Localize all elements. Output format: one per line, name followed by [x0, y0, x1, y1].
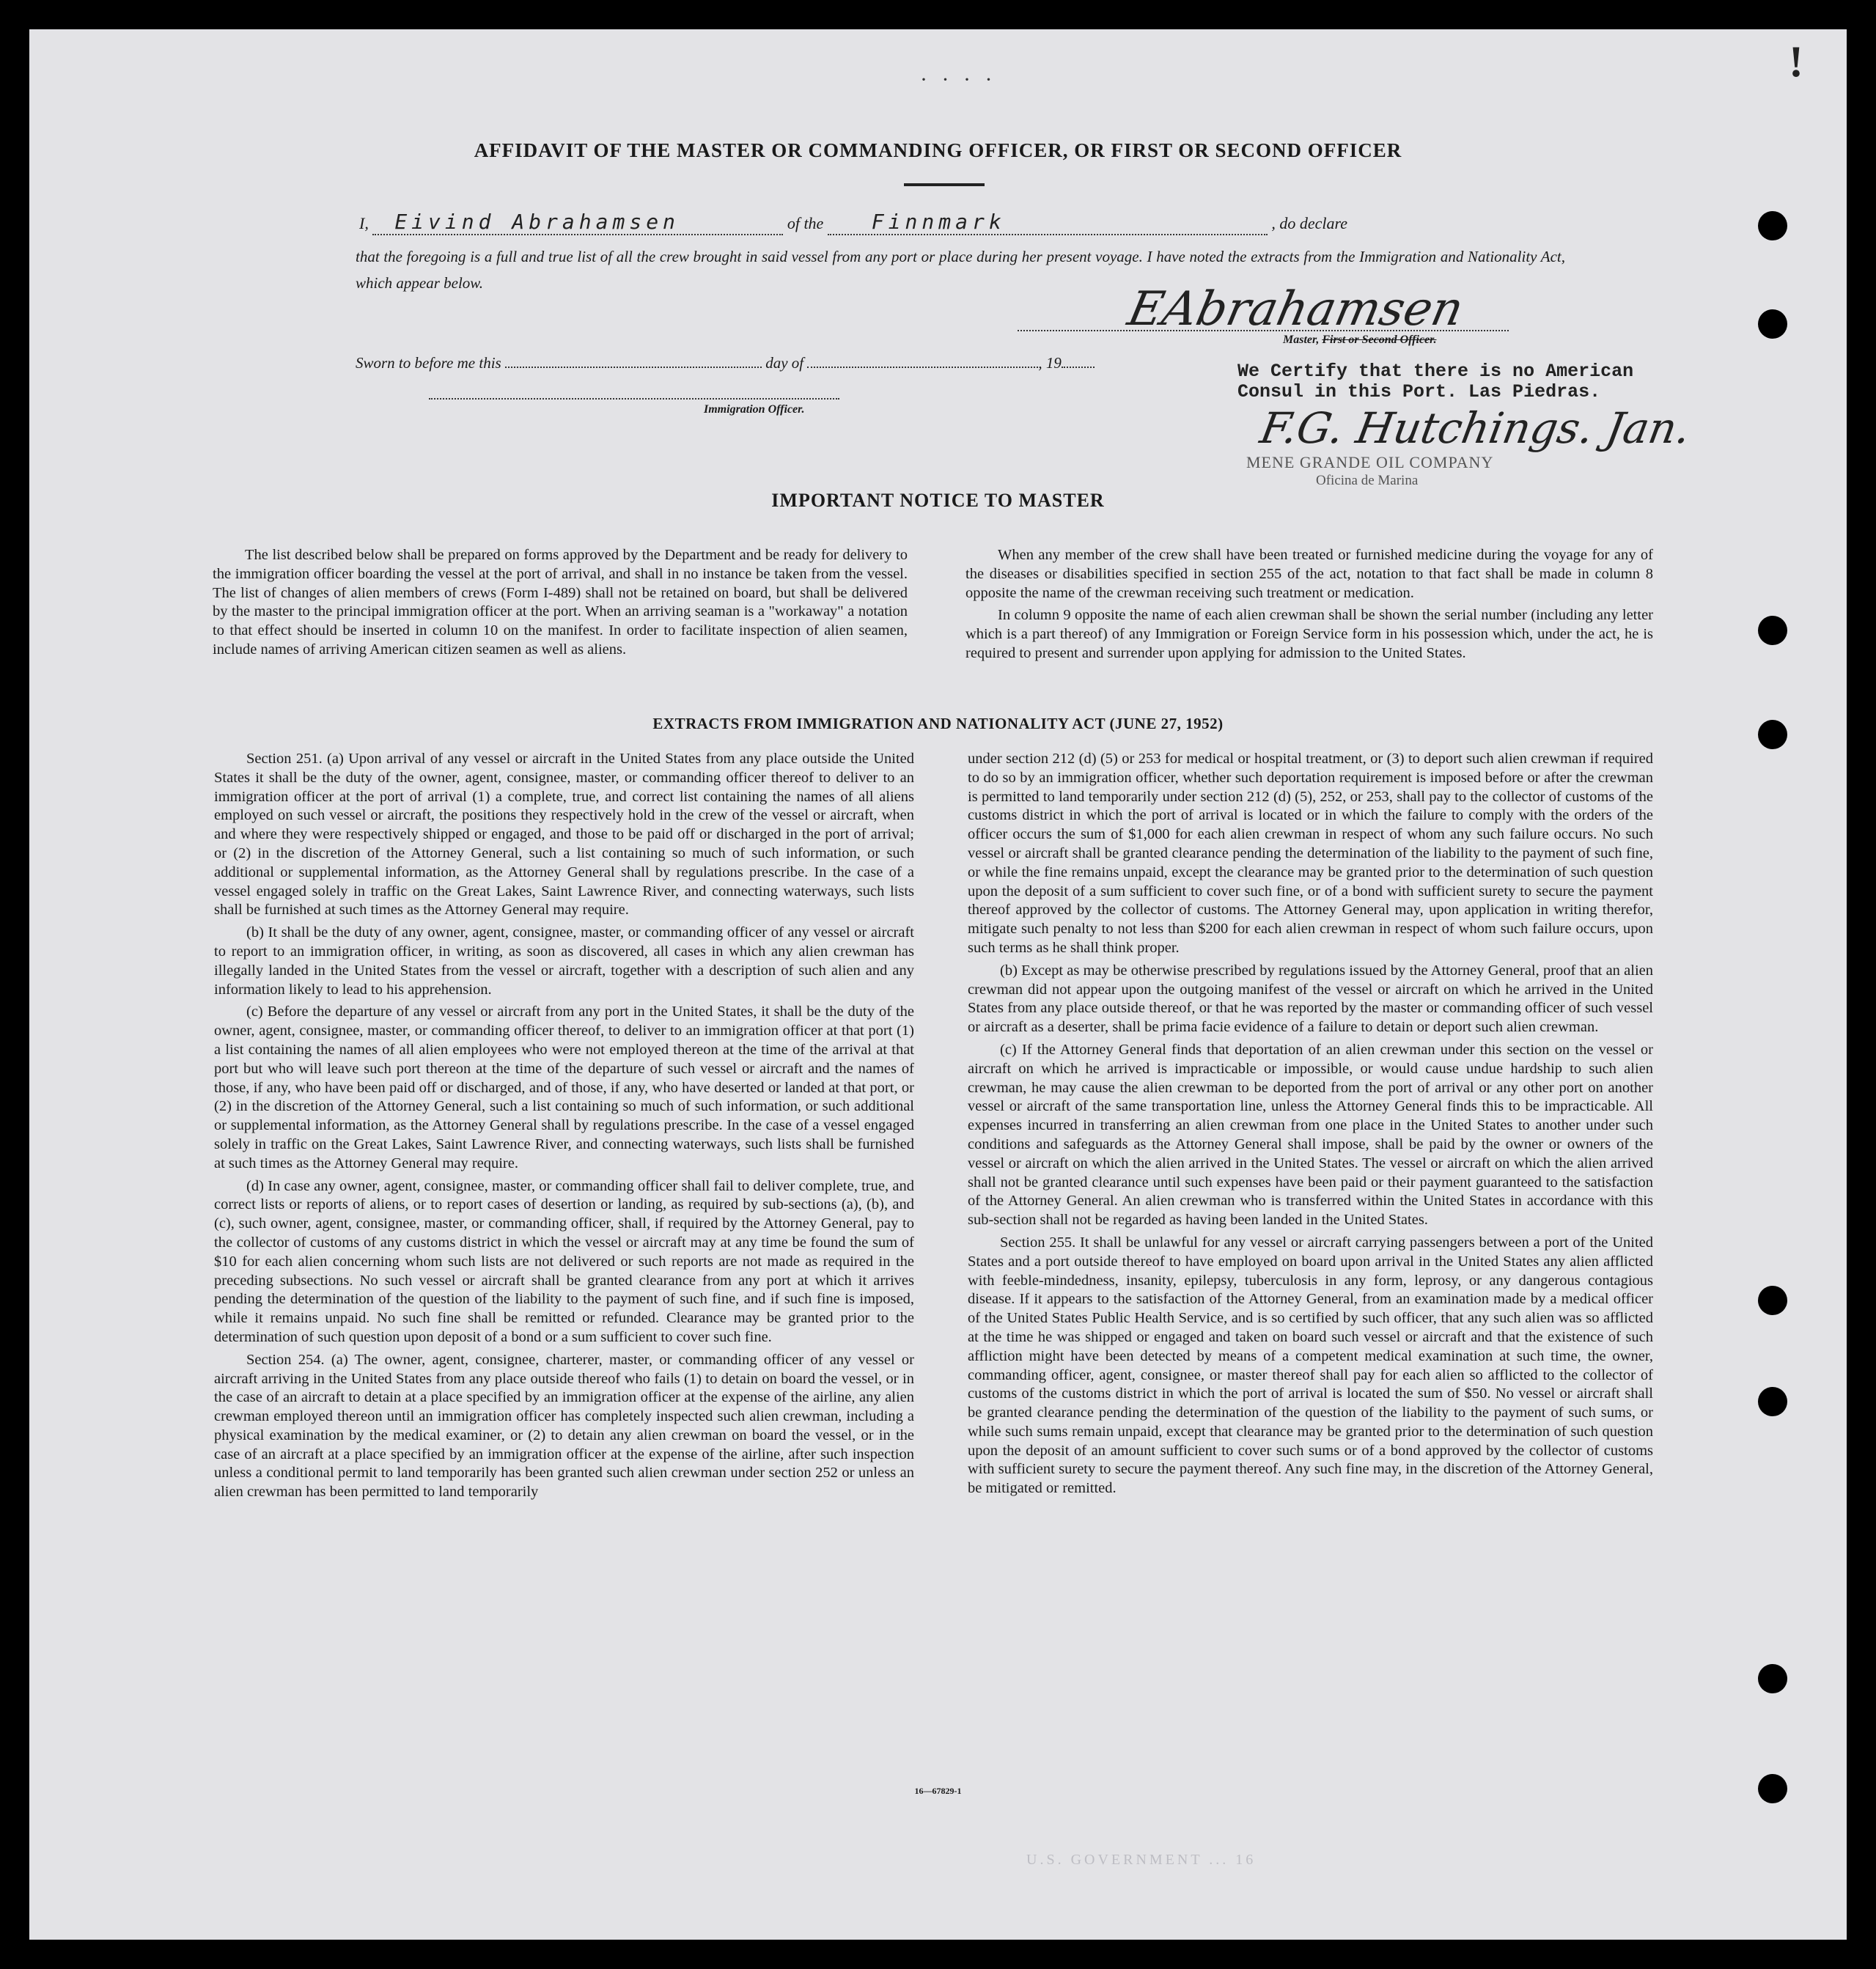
- immigration-officer-label: Immigration Officer.: [704, 403, 805, 416]
- extract-paragraph: Section 254. (a) The owner, agent, consignee, charterer, master, or commanding officer of any vessel or aircraft arriving in the United States from any place outside thereof who fails (1) to detain on board the vessel, or in the case of an aircraft to detain at a place specified by an immigration officer at the expense of the airline, any alien crewman employed thereon until an immigration officer has completely inspected such alien crewman, including a physical examination by the medical examiner, or (2) to detain any alien crewman on board the vessel, or in the case of an aircraft at a place specified by an immigration officer at the expense of the airline, after such inspection unless a conditional permit to land temporarily has been granted such alien crewman under section 252 or unless an alien crewman has been permitted to land temporarily: [214, 1351, 914, 1501]
- master-label-prefix: Master,: [1283, 334, 1320, 346]
- extract-paragraph: (c) If the Attorney General finds that deportation of an alien crewman under this section on the vessel or aircraft on which he arrived is impracticable or impossible, or would cause undue hardship to such alien crewman, he may cause the alien crewman to be deported from the port of arrival or any other port on another vessel or aircraft of the same transportation line, unless the Attorney General finds this to be impracticable. All expenses incurred in transferring an alien crewman from one place in the United States to another under such conditions and safeguards as the Attorney General shall impose, shall be paid by the owner or owners of the vessel or aircraft on which the alien arrived in the United States. The vessel or aircraft on which the alien arrived shall not be granted clearance until such expenses have been paid or their payment guaranteed to the satisfaction of the Attorney General. An alien crewman who is transferred within the United States in accordance with this sub-section shall not be regarded as having been landed in the United States.: [968, 1041, 1653, 1229]
- extract-paragraph: (c) Before the departure of any vessel or aircraft from any port in the United States, it shall be the duty of the owner, agent, consignee, master, or commanding officer thereof, to deliver to an immigration officer at that port (1) a list containing the names of all alien employees who were not employed thereon at the time of the arrival at that port but who will leave such port thereon at the time of the departure of such vessel or aircraft and the names of those, if any, who have been paid off or discharged, and of those, if any, who have deserted or landed at that port, or (2) in the discretion of the Attorney General, such a list containing so much of such information, or such additional or supplemental information, as the Attorney General shall by regulations prescribe. In the case of a vessel engaged solely in traffic on the Great Lakes, Saint Lawrence River, and connecting waterways, such lists shall be furnished at such times as the Attorney General may require.: [214, 1004, 914, 1171]
- notice-right-column: [965, 546, 1653, 667]
- binder-hole: [1758, 309, 1787, 339]
- immigration-officer-line: [429, 398, 839, 400]
- master-signature: EAbrahamsen: [1123, 282, 1468, 336]
- extract-paragraph: Section 251. (a) Upon arrival of any vessel or aircraft in the United States from any place outside the United States it shall be the duty of the owner, agent, consignee, master, or commanding officer thereof to deliver to an immigration officer at the port of arrival (1) a complete, true, and correct list containing the names of all aliens employed on such vessel or aircraft, the positions they respectively hold in the crew of the vessel or aircraft, when and where they were respectively shipped or engaged, and those to be paid off or discharged in the port of arrival; or (2) in the discretion of the Attorney General, such a list containing so much of such information, or such additional or supplemental information, as the Attorney General shall by regulations prescribe. In the case of a vessel engaged solely in traffic on the Great Lakes, Saint Lawrence River, and connecting waterways, such lists shall be furnished at such times as the Attorney General may require.: [214, 751, 914, 919]
- certifier-signature: F.G. Hutchings. Jan.: [1257, 403, 1695, 453]
- extract-paragraph: under section 212 (d) (5) or 253 for medical or hospital treatment, or (3) to deport such alien crewman if required to do so by an immigration officer, whether such deportation requirement is imposed before or after the crewman is permitted to land temporarily under section 212 (d) (5), 252, or 253, shall pay to the collector of customs of the customs district in which the port of arrival is located or in which the failure to comply with the orders of the officer occurs the sum of $1,000 for each alien crewman in respect of whom any such failure occurs. No such vessel or aircraft shall be granted clearance pending the determination of the liability to the payment of such fine, or while the fine remains unpaid, except the clearance may be granted prior to the determination of such question upon the deposit of a sum sufficient to cover such fine, or of a bond with sufficient surety to secure the payment thereof approved by the collector of customs. The Attorney General may, upon application in writing therefor, mitigate such penalty to not less than $200 for each alien crewman in respect of whom such failure occurs, upon such terms as he shall think proper.: [968, 751, 1653, 956]
- extracts-title: EXTRACTS FROM IMMIGRATION AND NATIONALITY ACT (JUNE 27, 1952): [652, 715, 1224, 732]
- i-label: I,: [359, 214, 369, 232]
- sworn-line: [356, 354, 1095, 372]
- extracts-right-column: [968, 750, 1653, 1502]
- year-label: , 19: [1038, 354, 1062, 372]
- affidavit-title: AFFIDAVIT OF THE MASTER OR COMMANDING OFFICER, OR FIRST OR SECOND OFFICER: [474, 139, 1402, 161]
- of-the-label: of the: [787, 214, 824, 232]
- sworn-date-field: [505, 367, 762, 368]
- master-signature-line: [1018, 330, 1509, 331]
- notice-title: IMPORTANT NOTICE TO MASTER: [771, 490, 1105, 511]
- sworn-label: Sworn to before me this: [356, 354, 501, 372]
- binder-hole: [1758, 1387, 1787, 1416]
- vessel-name-field: [828, 210, 1268, 235]
- month-field: [807, 367, 1038, 368]
- notice-paragraph: When any member of the crew shall have been treated or furnished medicine during the voyage for any of the diseases or disabilities specified in section 255 of the act, notation to that fact shall be made in column 8 opposite the name of the crewman receiving such treatment or medication.: [965, 547, 1653, 601]
- binder-hole: [1758, 616, 1787, 645]
- year-field: [1062, 367, 1095, 368]
- margin-mark: !: [1789, 37, 1803, 86]
- extracts-left-column: [214, 750, 914, 1506]
- company-stamp-office: Oficina de Marina: [1316, 473, 1419, 488]
- title-rule: [904, 183, 985, 186]
- declaration-text: that the foregoing is a full and true list of all the crew brought in said vessel from any port or place during her present voyage. I have noted the extracts from the Immigration and Nationality Act, which appear below.: [356, 248, 1565, 292]
- extract-paragraph: (d) In case any owner, agent, consignee, master, or commanding officer shall fail to deliver complete, true, and correct lists or reports of aliens, or to report cases of desertion or landing, as required by sub-sections (a), (b), and (c), such owner, agent, consignee, master, or commanding officer, shall, if required by the Attorney General, pay to the collector of customs of any customs district in which the vessel or aircraft may at any time be found the sum of $10 for each alien concerning whom such lists are not delivered or such reports are not made as required in the preceding subsections. No such vessel or aircraft shall be granted clearance from any port at which it arrives pending the determination of the question of the liability to the payment of such fine, and if such fine is imposed, while it remains unpaid. No such fine shall be remitted or refunded. Clearance may be granted prior to the determination of such question upon deposit of a bond or a sum sufficient to cover such fine.: [214, 1177, 914, 1345]
- declaration-line: [359, 210, 1569, 235]
- master-name: Eivind Abrahamsen: [394, 210, 680, 234]
- extract-paragraph: Section 255. It shall be unlawful for any vessel or aircraft carrying passengers between a port of the United States and a port outside thereof to have employed on board upon arrival in the United States any alien afflicted with feeble-mindedness, insanity, epilepsy, tuberculosis in any form, leprosy, or any dangerous contagious disease. If it appears to the satisfaction of the Attorney General, from an examination made by a medical officer of the United States Public Health Service, and is so certified by such officer, that any such alien was so afflicted at the time he was shipped or engaged and taken on board such vessel or aircraft and that the existence of such affliction might have been detected by means of a competent medical examination at such time, the owner, commanding officer, agent, consignee, or master thereof shall pay for each alien so afflicted to the collector of customs of the customs district in which the port of arrival is located the sum of $50. No vessel or aircraft shall be granted clearance pending the determination of the question of the liability to the payment of such sums, or while such sums remain unpaid, except that clearance may be granted prior to the determination of such question upon the deposit of an amount sufficient to cover such sums or of a bond approved by the collector of customs with sufficient surety to secure the payment thereof. Any such fine may, in the discretion of the Attorney General, be mitigated or remitted.: [968, 1234, 1653, 1497]
- master-name-field: [372, 210, 783, 235]
- notice-left-column: [213, 546, 908, 663]
- notice-paragraph: In column 9 opposite the name of each alien crewman shall be shown the serial number (including any letter which is a part thereof) of any Immigration or Foreign Service form in his possession which, under the act, he is required to present and surrender upon applying for admission to the United States.: [965, 607, 1653, 661]
- vessel-name: Finnmark: [871, 210, 1006, 234]
- day-of-label: day of: [765, 354, 804, 372]
- bleed-through-text: U.S. GOVERNMENT ... 16: [1026, 1852, 1257, 1868]
- top-dots: · · · ·: [920, 67, 997, 92]
- master-label: [1283, 334, 1437, 347]
- extract-paragraph: (b) It shall be the duty of any owner, agent, consignee, master, or commanding officer of any vessel or aircraft to report to an immigration officer, in writing, as soon as discovered, all cases in which any alien crewman has illegally landed in the United States from the vessel or aircraft, together with a description of such alien and any information likely to lead to his apprehension.: [214, 924, 914, 998]
- company-stamp: MENE GRANDE OIL COMPANY: [1246, 453, 1494, 471]
- do-declare-label: , do declare: [1271, 214, 1347, 232]
- binder-hole: [1758, 211, 1787, 240]
- form-code: 16—67829-1: [914, 1786, 962, 1796]
- notice-paragraph: The list described below shall be prepared on forms approved by the Department and be ready for delivery to the immigration officer boarding the vessel at the port of arrival, and shall in no instance be taken from the vessel. The list of changes of alien members of crews (Form I-489) shall not be retained on board, but shall be delivered by the master to the principal immigration officer at the port. When an arriving seaman is a "workaway" a notation to that effect should be inserted in column 10 on the manifest. In order to facilitate inspection of alien seamen, include names of arriving American citizen seamen as well as aliens.: [213, 547, 908, 658]
- binder-hole: [1758, 1664, 1787, 1693]
- master-label-struck: First or Second Officer.: [1322, 334, 1437, 346]
- document-page: [29, 29, 1847, 1940]
- extract-paragraph: (b) Except as may be otherwise prescribed by regulations issued by the Attorney General, proof that an alien crewman did not appear upon the outgoing manifest of the vessel or aircraft on which he arrived in the United States from any place outside thereof, or that he was reported by the master or commanding officer of such vessel or aircraft as a deserter, shall be prima facie evidence of a failure to detain or deport such alien crewman.: [968, 962, 1653, 1036]
- binder-hole: [1758, 1286, 1787, 1315]
- consul-certification: We Certify that there is no American Consul in this Port. Las Piedras.: [1237, 361, 1634, 402]
